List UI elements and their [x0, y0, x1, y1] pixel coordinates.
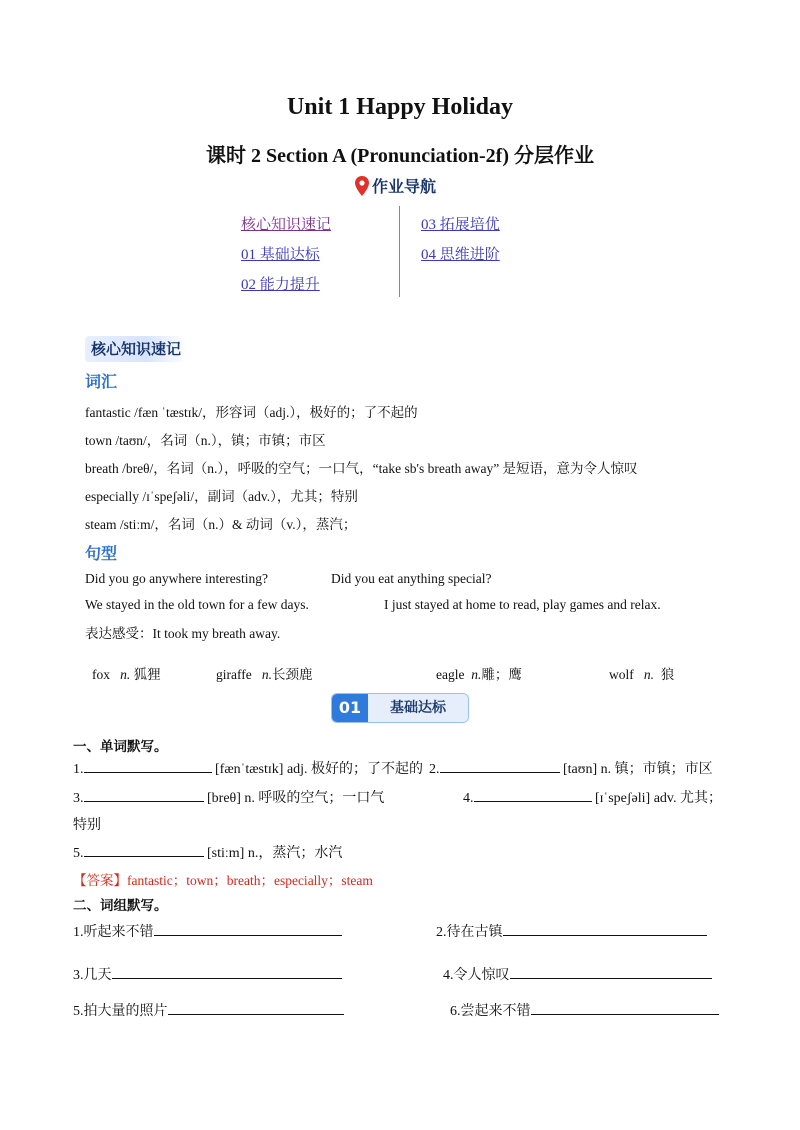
phrase-exercise: 4.令人惊叹 — [443, 964, 712, 984]
homework-nav-header — [355, 174, 436, 197]
sentence-item: We stayed in the old town for a few days. — [85, 597, 309, 612]
answer-blank[interactable] — [154, 921, 342, 936]
sentence-heading: 句型 — [85, 544, 118, 563]
answer-blank[interactable] — [84, 842, 204, 857]
phrase-exercise: 1.听起来不错 — [73, 921, 342, 941]
vocab-item: especially /ɪˈspeʃəli/，副词（adv.），尤其；特别 — [85, 489, 358, 504]
answer-blank[interactable] — [112, 964, 342, 979]
answer-blank[interactable] — [474, 787, 592, 802]
animal-item: giraffe n.长颈鹿 — [216, 667, 313, 682]
answer-blank[interactable] — [84, 787, 204, 802]
nav-link-core[interactable]: 核心知识速记 — [241, 217, 332, 233]
answer-key: 【答案】fantastic；town；breath；especially；steam — [73, 873, 373, 888]
vocab-item: fantastic /fæn ˈtæstɪk/，形容词（adj.），极好的；了不起的 — [85, 405, 418, 420]
nav-divider — [399, 206, 400, 297]
word-exercise: 3. [breθ] n. 呼吸的空气；一口气 — [73, 787, 384, 807]
location-pin-icon — [355, 176, 369, 196]
vocab-item: town /taʊn/，名词（n.），镇；市镇；市区 — [85, 433, 326, 448]
vocab-item: breath /breθ/，名词（n.），呼吸的空气；一口气，“take sb's breath away” 是短语，意为令人惊叹 — [85, 461, 638, 476]
document-subtitle: 课时 2 Section A (Pronunciation-2f) 分层作业 — [206, 145, 594, 167]
sentence-item: Did you eat anything special? — [331, 571, 492, 586]
word-exercise: 4. [ɪˈspeʃəli] adv. 尤其； — [463, 787, 722, 807]
answer-blank[interactable] — [440, 758, 560, 773]
animal-item: eagle n.雕；鹰 — [436, 667, 522, 682]
badge-number: 01 — [332, 694, 368, 722]
phrase-exercise: 3.几天 — [73, 964, 342, 984]
answer-blank[interactable] — [510, 964, 712, 979]
answer-blank[interactable] — [503, 921, 707, 936]
part1-heading: 一、单词默写。 — [73, 739, 168, 755]
animal-item: fox n. 狐狸 — [92, 667, 161, 682]
phrase-exercise: 2.待在古镇 — [436, 921, 707, 941]
badge-label: 基础达标 — [368, 694, 468, 722]
word-exercise: 5. [stiːm] n.，蒸汽；水汽 — [73, 842, 342, 862]
vocab-heading: 词汇 — [85, 372, 118, 391]
part2-heading: 二、词组默写。 — [73, 898, 168, 914]
sentence-item: I just stayed at home to read, play games and relax. — [384, 597, 661, 612]
nav-link-basic[interactable]: 01 基础达标 — [241, 247, 320, 263]
nav-link-thinking[interactable]: 04 思维进阶 — [421, 247, 500, 263]
word-exercise: 1. [fænˈtæstɪk] adj. 极好的；了不起的 — [73, 758, 423, 778]
vocab-item: steam /stiːm/，名词（n.）& 动词（v.），蒸汽； — [85, 517, 357, 532]
word-exercise-wrap: 特别 — [73, 818, 101, 833]
animal-item: wolf n. 狼 — [609, 667, 675, 682]
phrase-exercise: 6.尝起来不错 — [450, 1000, 719, 1020]
phrase-exercise: 5.拍大量的照片 — [73, 1000, 344, 1020]
sentence-item: Did you go anywhere interesting? — [85, 571, 268, 586]
core-knowledge-heading: 核心知识速记 — [85, 336, 187, 362]
answer-blank[interactable] — [531, 1000, 719, 1015]
homework-nav-title: 作业导航 — [372, 177, 437, 196]
word-exercise: 2. [taʊn] n. 镇；市镇；市区 — [429, 758, 713, 778]
basic-section-badge — [332, 694, 468, 722]
document-title: Unit 1 Happy Holiday — [286, 94, 514, 120]
sentence-item: 表达感受：It took my breath away. — [85, 626, 281, 641]
nav-link-improve[interactable]: 02 能力提升 — [241, 277, 320, 293]
answer-blank[interactable] — [168, 1000, 344, 1015]
nav-link-extend[interactable]: 03 拓展培优 — [421, 217, 500, 233]
answer-blank[interactable] — [84, 758, 212, 773]
